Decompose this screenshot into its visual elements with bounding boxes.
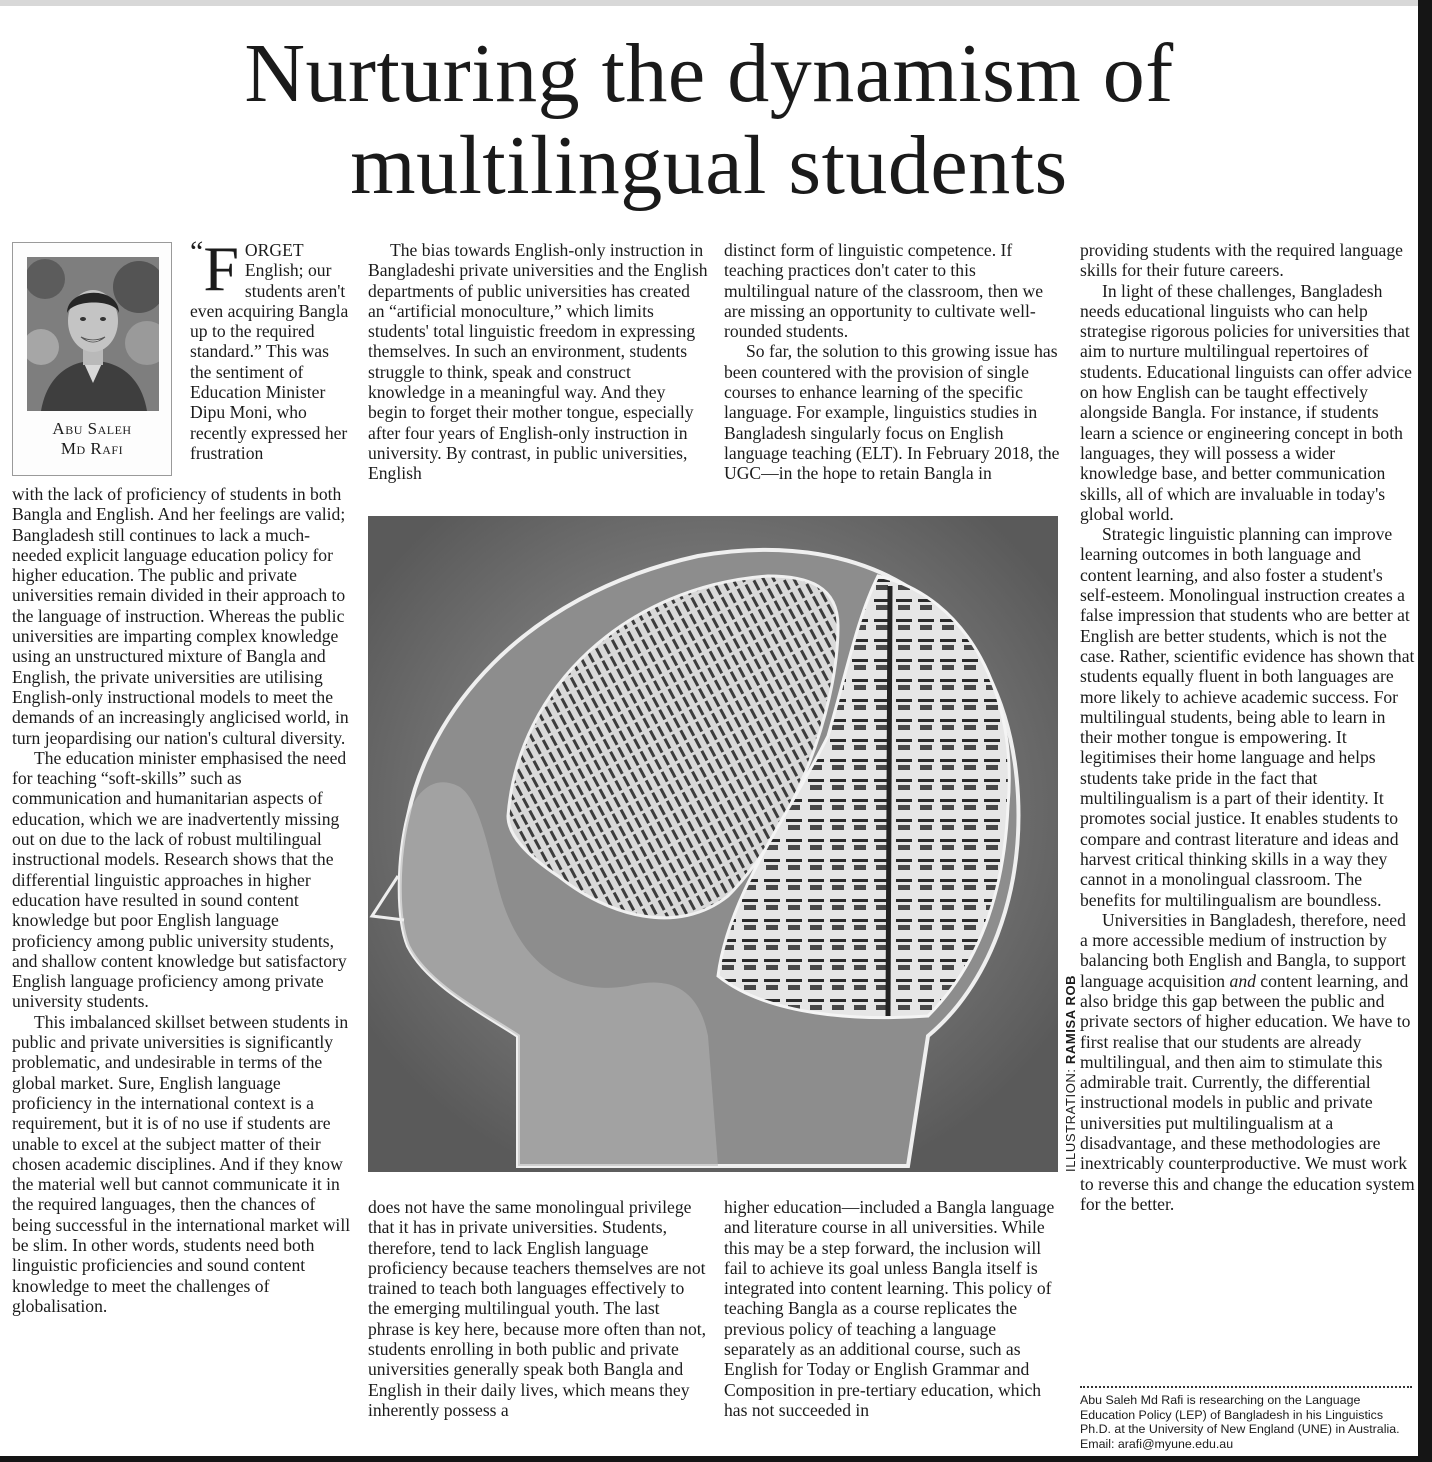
headline-line-1: Nurturing the dynamism of (244, 27, 1174, 120)
headline-line-2: multilingual students (350, 119, 1068, 212)
column-1-intro (190, 233, 350, 463)
head-newspaper-illustration (368, 516, 1058, 1172)
column-4 (1080, 240, 1416, 1214)
illustration-credit-name: RAMISA ROB (1063, 974, 1078, 1065)
col4-paragraph-4-emphasis: and (1229, 970, 1256, 991)
column-1-body (12, 484, 352, 1316)
col4-paragraph-4-start: Universities in Bangladesh, therefore, need a more accessible medium of instruction by balancing both English and Bangla, to support language acquisition (1080, 909, 1406, 991)
headline (0, 28, 1418, 212)
col3-paragraph-2: So far, the solution to this growing issue has been countered with the provision of single courses to enhance learning of the specific language. For example, linguistics studies in Bangladesh singularly focus on English language teaching (ELT). In February 2018, the UGC—in the hope to retain Bangla in (724, 341, 1060, 484)
bio-divider (1080, 1386, 1412, 1388)
illustration-credit (1062, 972, 1080, 1172)
opening-quote-mark: “ (190, 235, 204, 268)
column-3-bottom (724, 1197, 1064, 1420)
bottom-edge-band (0, 1456, 1432, 1462)
author-box (12, 242, 172, 476)
col3-paragraph-1: distinct form of linguistic competence. If teaching practices don't cater to this multilingual nature of the classroom, then we are missing an opportunity to cultivate well-rounded students. (724, 240, 1044, 342)
column-2-bottom (368, 1197, 708, 1420)
drop-cap (190, 233, 239, 304)
col1-paragraph-2: The education minister emphasised the need for teaching “soft-skills” such as communication and humanitarian aspects of education, which we are inadvertently missing out on due to the lack of robust multilingual instructional models. Research shows that the differential linguistic approaches in higher education have resulted in sound content knowledge but poor English language proficiency among public university students, and shallow content knowledge but satisfactory English language proficiency among private university students. (12, 747, 347, 1012)
author-portrait-image (27, 257, 159, 411)
col2-paragraph-2: does not have the same monolingual privilege that it has in private universities. Students, therefore, tend to lack English language proficiency because teachers themselves are not trained to teach both languages effectively to the emerging multilingual youth. The last phrase is key here, because more often than not, students enrolling in both public and private universities generally speak both Bangla and English in their daily lives, which means they inherently possess a (368, 1197, 707, 1420)
intro-text: ORGET English; our students aren't even acquiring Bangla up to the required standard.” This was the sentiment of Education Minister Dipu Moni, who recently expressed her frustration (190, 240, 349, 463)
author-name-line-1: Abu Saleh (52, 419, 132, 438)
intro-paragraph (190, 233, 350, 463)
column-2-top (368, 240, 708, 484)
col1-paragraph-3: This imbalanced skillset between students in public and private universities is significantly problematic, and undesirable in terms of the global market. Sure, English language proficiency in the international context is a requirement, but it is of no use if students are unable to excel at the subject matter of their chosen academic disciplines. And if they know the material well but cannot communicate it in the required languages, then the chances of being successful in the international market will be slim. In other words, students need both linguistic proficiencies and sound content knowledge to meet the challenges of globalisation. (12, 1011, 351, 1316)
col2-paragraph-1: The bias towards English-only instruction in Bangladeshi private universities and the English departments of public universities has created an “artificial monoculture,” which limits students' total linguistic freedom in expressing themselves. In such an environment, students struggle to think, speak and construct knowledge in a meaningful way. And they begin to forget their mother tongue, especially after four years of English-only instruction in university. By contrast, in public universities, English (368, 240, 708, 484)
author-photo (27, 257, 159, 411)
right-edge-band (1418, 0, 1432, 1462)
col4-paragraph-3: Strategic linguistic planning can improve learning outcomes in both language and content learning, and also foster a student's self-esteem. Monolingual instruction creates a false impression that students who are better at English are better students, which is not the case. Rather, scientific evidence has shown that students equally fluent in both languages are more likely to achieve academic success. For multilingual students, being able to learn in their mother tongue is empowering. It legitimises their home language and helps students take pride in the fact that multilingualism is a part of their identity. It promotes social justice. It enables students to compare and contrast literature and ideas and harvest critical thinking skills in a way they cannot in a monolingual classroom. The benefits for multilingualism are boundless. (1080, 524, 1415, 910)
top-edge-band (0, 0, 1432, 6)
author-bio: Abu Saleh Md Rafi is researching on the Language Education Policy (LEP) of Bangladesh in his Linguistics Ph.D. at the University of New England (UNE) in Australia. Email: arafi@myune.edu.au (1080, 1393, 1400, 1451)
col4-paragraph-4-end: content learning, and also bridge this gap between the public and private sectors of higher education. We have to first realise that our students are already multilingual, and then aim to stimulate this admirable trait. Currently, the differential instructional models in public and private universities put multilingualism at a disadvantage, and these methodologies are inextricably counterproductive. We must work to reverse this and change the education system for the better. (1080, 970, 1415, 1214)
drop-cap-letter: F (203, 233, 239, 304)
col4-paragraph-1: providing students with the required language skills for their future careers. (1080, 240, 1403, 281)
author-name (13, 419, 171, 459)
col4-paragraph-4 (1080, 910, 1416, 1214)
col1-paragraph-1: with the lack of proficiency of students in both Bangla and English. And her feelings are valid; Bangladesh still continues to lack a much-needed explicit language education policy for higher education. The public and private universities remain divided in their approach to the language of instruction. Whereas the public universities are imparting complex knowledge using an unstructured mixture of Bangla and English, the private universities are utilising English-only instructional models to meet the demands of an increasingly anglicised world, in turn jeopardising our nation's cultural diversity. (12, 484, 349, 748)
col3-paragraph-3: higher education—included a Bangla language and literature course in all universities. While this may be a step forward, the inclusion will fail to achieve its goal unless Bangla itself is integrated into content learning. This policy of teaching Bangla as a course replicates the previous policy of teaching a language separately as an additional course, such as English for Today or English Grammar and Composition in pre-tertiary education, which has not succeeded in (724, 1197, 1055, 1420)
author-name-line-2: Md Rafi (60, 439, 124, 458)
col4-paragraph-2: In light of these challenges, Bangladesh needs educational linguists who can help strategise rigorous policies for universities that aim to nurture multilingual repertoires of students. Educational linguists can offer advice on how English can be taught effectively alongside Bangla. For instance, if students learn a science or engineering concept in both languages, they will possess a wider knowledge base, and better communication skills, all of which are invaluable in today's global world. (1080, 280, 1412, 524)
illustration-credit-label: ILLUSTRATION: (1063, 1064, 1078, 1172)
illustration (368, 516, 1058, 1172)
column-3-top (724, 240, 1064, 484)
